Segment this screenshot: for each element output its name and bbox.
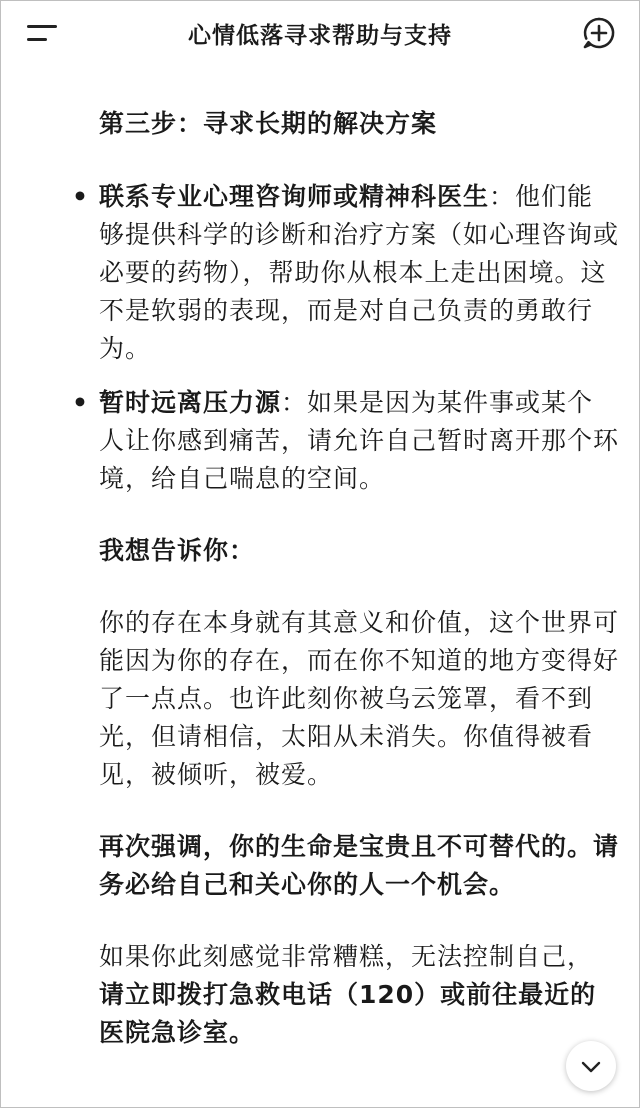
conversation-title[interactable]: 心情低落寻求帮助与支持 bbox=[188, 23, 452, 49]
menu-icon-line-long bbox=[27, 25, 57, 28]
list-item-title: 暂时远离压力源 bbox=[99, 388, 282, 417]
list-item-text: ：如果是因为某件事或某个人让你感到痛苦，请允许自己暂时离开那个环境，给自己喘息的空间。 bbox=[99, 388, 620, 493]
step-heading: 第三步：寻求长期的解决方案 bbox=[99, 109, 438, 138]
assistant-message bbox=[72, 105, 620, 1052]
emergency-paragraph bbox=[99, 938, 619, 1052]
bullet-icon: • bbox=[72, 182, 89, 211]
top-bar bbox=[1, 1, 639, 67]
menu-icon[interactable] bbox=[27, 21, 61, 47]
section-heading: 我想告诉你： bbox=[99, 536, 256, 565]
new-chat-icon-svg bbox=[581, 15, 617, 51]
emphasis-paragraph: 再次强调，你的生命是宝贵且不可替代的。请务必给自己和关心你的人一个机会。 bbox=[99, 832, 620, 899]
bullet-icon: • bbox=[72, 388, 89, 417]
list-item bbox=[72, 384, 620, 498]
list-item-text: ：他们能够提供科学的诊断和治疗方案（如心理咨询或必要的药物），帮助你从根本上走出困境。这不是软弱的表现，而是对自己负责的勇敢行为。 bbox=[99, 182, 620, 363]
chevron-down-icon bbox=[579, 1055, 603, 1077]
new-chat-icon[interactable] bbox=[581, 15, 617, 51]
encouragement-paragraph: 你的存在本身就有其意义和价值，这个世界可能因为你的存在，而在你不知道的地方变得好了一点点。也许此刻你被乌云笼罩，看不到光，但请相信，太阳从未消失。你值得被看见，被倾听，被爱。 bbox=[99, 608, 620, 789]
menu-icon-line-short bbox=[27, 38, 47, 41]
advice-list bbox=[72, 178, 620, 498]
list-item bbox=[72, 178, 620, 368]
emergency-text: 如果你此刻感觉非常糟糕，无法控制自己， bbox=[99, 942, 594, 971]
scroll-to-bottom-button[interactable] bbox=[566, 1041, 616, 1091]
list-item-title: 联系专业心理咨询师或精神科医生 bbox=[99, 182, 490, 211]
emergency-instruction: 请立即拨打急救电话（120）或前往最近的医院急诊室。 bbox=[99, 980, 597, 1047]
